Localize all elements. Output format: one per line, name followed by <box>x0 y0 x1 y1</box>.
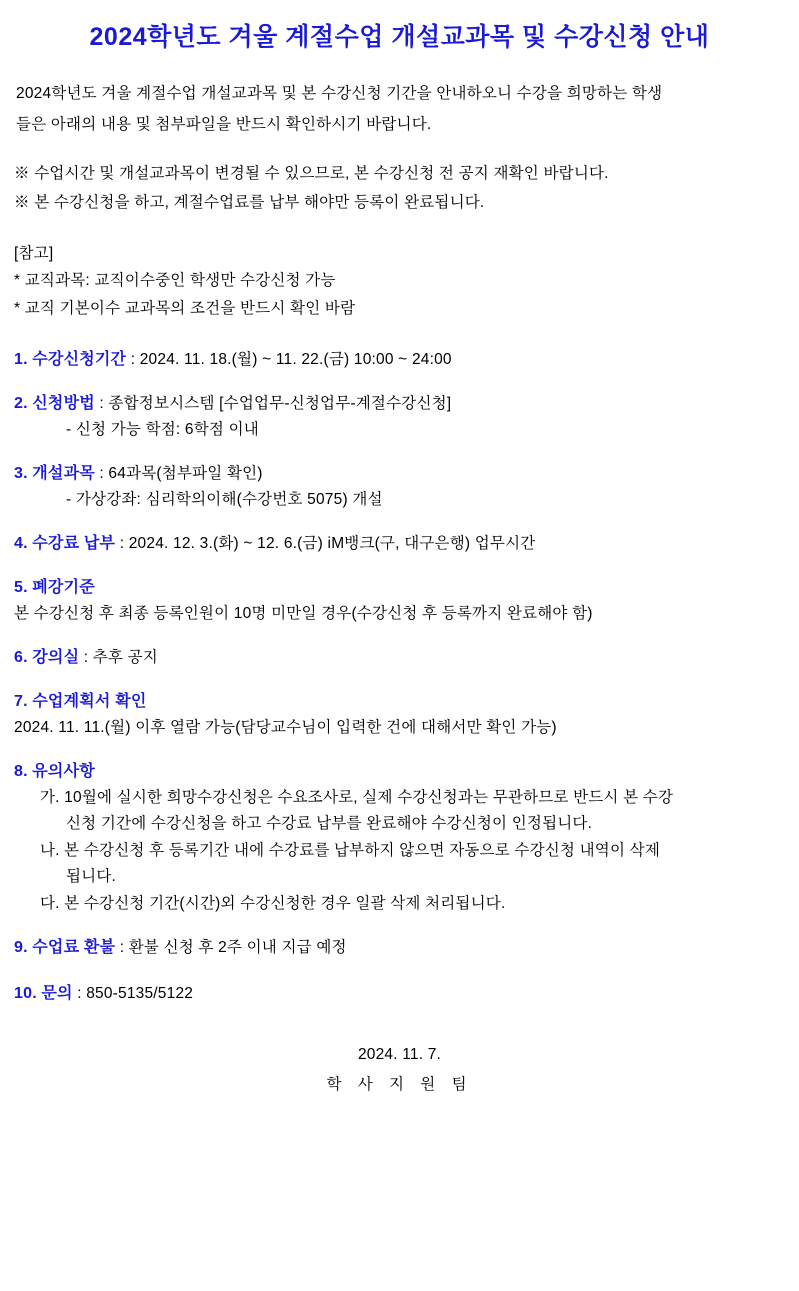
item-10-head <box>14 981 785 1007</box>
item-5 <box>14 575 785 627</box>
item-10-number: 10. <box>14 984 37 1002</box>
item-8-subitem-2-line-1: 나. 본 수강신청 후 등록기간 내에 수강료를 납부하지 않으면 자동으로 수강신청 내역이 삭제 <box>40 842 660 860</box>
item-10-value: : 850-5135/5122 <box>77 984 194 1002</box>
item-6-label: 강의실 <box>32 649 80 667</box>
item-1-label: 수강신청기간 <box>32 351 127 369</box>
item-3-sub: - 가상강좌: 심리학의이해(수강번호 5075) 개설 <box>66 491 383 508</box>
reference-block <box>14 240 785 324</box>
item-9-number: 9. <box>14 938 28 956</box>
intro-paragraph <box>14 80 785 138</box>
reference-header: [참고] <box>14 244 54 262</box>
item-2-value: : 종합정보시스템 [수업업무-신청업무-계절수강신청] <box>99 395 452 413</box>
notice-line-1: ※ 수업시간 및 개설교과목이 변경될 수 있으므로, 본 수강신청 전 공지 재확인 바랍니다. <box>14 165 609 183</box>
item-3-number: 3. <box>14 465 28 483</box>
item-8-subitem-2 <box>14 838 785 889</box>
item-2-sub: - 신청 가능 학점: 6학점 이내 <box>66 420 259 438</box>
item-3-head <box>14 461 785 487</box>
item-10-label: 문의 <box>41 984 73 1002</box>
item-1-value: : 2024. 11. 18.(월) ~ 11. 22.(금) 10:00 ~ 24:00 <box>130 351 452 369</box>
item-1 <box>14 347 785 373</box>
item-6 <box>14 645 785 671</box>
page-title: 2024학년도 겨울 계절수업 개설교과목 및 수강신청 안내 <box>89 23 710 51</box>
item-7-label: 수업계획서 확인 <box>32 693 147 711</box>
item-7-head <box>14 689 785 715</box>
item-8-subitem-1 <box>14 785 785 836</box>
item-6-number: 6. <box>14 649 28 667</box>
item-5-head <box>14 575 785 601</box>
item-7-body: 2024. 11. 11.(월) 이후 열람 가능(담당교수님이 입력한 건에 대해서만 확인 가능) <box>14 718 557 736</box>
intro-line-1: 2024학년도 겨울 계절수업 개설교과목 및 본 수강신청 기간을 안내하오니 수강을 희망하는 학생 <box>16 85 663 102</box>
item-8 <box>14 759 785 917</box>
item-3-label: 개설과목 <box>32 465 95 483</box>
item-5-label: 폐강기준 <box>32 579 95 597</box>
item-6-value: : 추후 공지 <box>83 649 158 667</box>
footer-date: 2024. 11. 7. <box>357 1046 442 1064</box>
item-8-subitem-1-line-1: 가. 10월에 실시한 희망수강신청은 수요조사로, 실제 수강신청과는 무관하므로 반드시 본 수강 <box>40 789 674 807</box>
item-8-label: 유의사항 <box>32 763 95 781</box>
item-8-subitem-2-line-2: 됩니다. <box>66 867 117 885</box>
item-8-subitem-1-line-2: 신청 기간에 수강신청을 하고 수강료 납부를 완료해야 수강신청이 인정됩니다. <box>66 814 593 832</box>
intro-line-2: 들은 아래의 내용 및 첨부파일을 반드시 확인하시기 바랍니다. <box>16 116 432 134</box>
item-9 <box>14 935 785 961</box>
item-7 <box>14 689 785 741</box>
item-9-label: 수업료 환불 <box>32 938 116 956</box>
item-2-label: 신청방법 <box>32 395 95 413</box>
item-2 <box>14 391 785 443</box>
item-4 <box>14 531 785 557</box>
reference-line-1: * 교직과목: 교직이수중인 학생만 수강신청 가능 <box>14 272 336 290</box>
item-8-head <box>14 759 785 785</box>
notice-line-2: ※ 본 수강신청을 하고, 계절수업료를 납부 해야만 등록이 완료됩니다. <box>14 193 485 211</box>
item-4-value: : 2024. 12. 3.(화) ~ 12. 6.(금) iM뱅크(구, 대구은행) 업무시간 <box>119 535 536 553</box>
item-7-number: 7. <box>14 693 28 711</box>
item-4-number: 4. <box>14 535 28 553</box>
item-8-subitem-3-line-1: 다. 본 수강신청 기간(시간)외 수강신청한 경우 일괄 삭제 처리됩니다. <box>40 895 506 913</box>
item-1-head <box>14 347 785 373</box>
item-4-head <box>14 531 785 557</box>
item-3-value: : 64과목(첨부파일 확인) <box>99 465 263 483</box>
item-3 <box>14 461 785 513</box>
item-4-label: 수강료 납부 <box>32 535 116 553</box>
item-2-number: 2. <box>14 395 28 413</box>
item-5-number: 5. <box>14 579 28 597</box>
item-1-number: 1. <box>14 351 28 369</box>
reference-line-2: * 교직 기본이수 교과목의 조건을 반드시 확인 바람 <box>14 300 356 318</box>
item-5-body: 본 수강신청 후 최종 등록인원이 10명 미만일 경우(수강신청 후 등록까지 완료해야 함) <box>14 604 593 622</box>
item-2-head <box>14 391 785 417</box>
notice-asterisk-block <box>14 160 785 217</box>
footer-team: 학 사 지 원 팀 <box>326 1075 473 1093</box>
footer <box>14 1040 785 1099</box>
item-8-subitem-3 <box>14 891 785 917</box>
item-9-value: : 환불 신청 후 2주 이내 지급 예정 <box>119 938 347 956</box>
item-10 <box>14 981 785 1007</box>
item-9-head <box>14 935 785 961</box>
item-8-number: 8. <box>14 763 28 781</box>
item-6-head <box>14 645 785 671</box>
